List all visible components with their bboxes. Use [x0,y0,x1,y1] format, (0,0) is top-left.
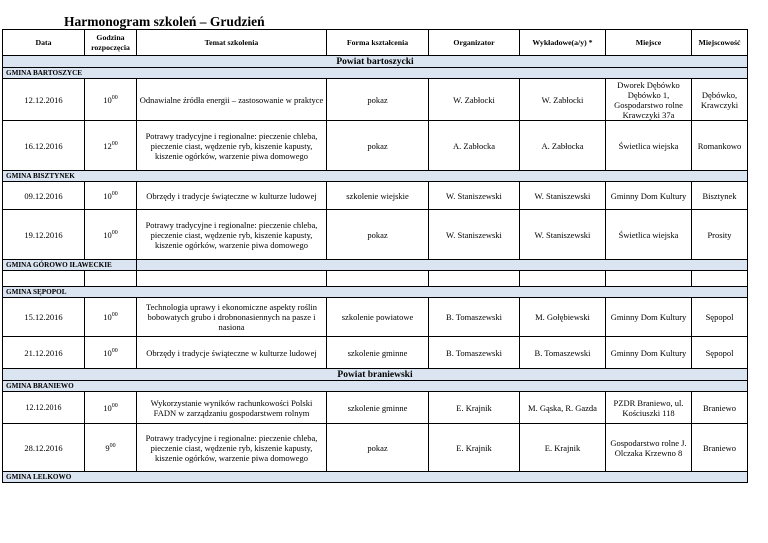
gmina-label: GMINA BRANIEWO [3,381,748,392]
table-row [3,79,748,121]
form-cell: szkolenie gminne [327,392,429,424]
header-place: Miejsce [606,30,692,56]
locality-cell: Braniewo [692,392,748,424]
place-cell: Gminny Dom Kultury [606,337,692,369]
locality-cell: Sępopol [692,337,748,369]
lecturer-cell: B. Tomaszewski [520,337,606,369]
lecturer-cell: M. Gąska, R. Gazda [520,392,606,424]
organizer-cell: A. Zabłocka [429,121,520,171]
date-cell: 12.12.2016 [3,79,85,121]
header-locality: Miejscowość [692,30,748,56]
header-topic: Temat szkolenia [137,30,327,56]
form-cell: pokaz [327,424,429,472]
date-cell: 16.12.2016 [3,121,85,171]
place-cell: Gminny Dom Kultury [606,298,692,337]
hour-value: 10 [103,402,112,413]
header-date: Data [3,30,85,56]
date-cell: 12.12.2016 [3,392,85,424]
form-cell: pokaz [327,121,429,171]
hour-cell [85,182,137,210]
gmina-label: GMINA LELKOWO [3,472,748,483]
form-cell: pokaz [327,210,429,260]
minute-value: 00 [111,312,118,319]
topic-cell: Obrzędy i tradycje świąteczne w kulturze ludowej [137,337,327,369]
minute-value: 00 [111,94,118,101]
organizer-cell: B. Tomaszewski [429,298,520,337]
hour-cell [85,337,137,369]
organizer-cell: W. Staniszewski [429,182,520,210]
document-title: Harmonogram szkoleń – Grudzień [64,14,265,29]
gmina-row [3,171,748,182]
table-row [3,392,748,424]
minute-value: 00 [111,229,118,236]
hour-value: 10 [103,312,112,322]
form-cell: pokaz [327,79,429,121]
gmina-label: GMINA GÓROWO IŁAWECKIE [3,260,137,271]
table-header-row [3,30,748,56]
date-cell: 09.12.2016 [3,182,85,210]
gmina-row [3,68,748,79]
place-cell: Gospodarstwo rolne J. Olczaka Krzewno 8 [606,424,692,472]
minute-value: 00 [111,347,118,354]
locality-cell: Bisztynek [692,182,748,210]
header-form: Forma kształcenia [327,30,429,56]
date-cell: 21.12.2016 [3,337,85,369]
header-lecturer: Wykładowe(a/y) * [520,30,606,56]
topic-cell: Technologia uprawy i ekonomiczne aspekty roślin bobowatych grubo i drobnonasiennych na pasze i nasiona [137,298,327,337]
table-row [3,182,748,210]
topic-cell: Odnawialne źródła energii – zastosowanie w praktyce [137,79,327,121]
empty-row [3,271,748,287]
powiat-label: Powiat bartoszycki [3,56,748,68]
locality-cell: Dębówko, Krawczyki [692,79,748,121]
organizer-cell: W. Staniszewski [429,210,520,260]
organizer-cell: W. Zabłocki [429,79,520,121]
lecturer-cell: E. Krajnik [520,424,606,472]
place-cell: Świetlica wiejska [606,121,692,171]
hour-value: 9 [105,442,110,453]
lecturer-cell: A. Zabłocka [520,121,606,171]
schedule-table [2,29,748,483]
table-row [3,121,748,171]
powiat-row [3,56,748,68]
topic-cell: Potrawy tradycyjne i regionalne: pieczenie chleba, pieczenie ciast, wędzenie ryb, kiszenie kapusty, kiszenie ogórków, warzenie piwa domowego [137,210,327,260]
hour-cell [85,424,137,472]
locality-cell: Braniewo [692,424,748,472]
organizer-cell: E. Krajnik [429,424,520,472]
hour-cell [85,392,137,424]
gmina-row [3,260,748,271]
minute-value: 00 [111,140,118,147]
table-row [3,298,748,337]
lecturer-cell: W. Staniszewski [520,182,606,210]
table-row [3,210,748,260]
hour-value: 10 [103,229,112,240]
powiat-label: Powiat braniewski [3,369,748,381]
topic-cell: Potrawy tradycyjne i regionalne: pieczenie chleba, pieczenie ciast, wędzenie ryb, kiszenie kapusty, kiszenie ogórków, warzenie piwa domowego [137,121,327,171]
organizer-cell: B. Tomaszewski [429,337,520,369]
place-cell: Świetlica wiejska [606,210,692,260]
date-cell: 28.12.2016 [3,424,85,472]
lecturer-cell: W. Zabłocki [520,79,606,121]
table-row [3,424,748,472]
header-organizer: Organizator [429,30,520,56]
hour-cell [85,210,137,260]
topic-cell: Potrawy tradycyjne i regionalne: pieczenie chleba, pieczenie ciast, wędzenie ryb, kiszenie kapusty, kiszenie ogórków, warzenie piwa domowego [137,424,327,472]
hour-value: 10 [103,94,112,105]
place-cell: PZDR Braniewo, ul. Kościuszki 118 [606,392,692,424]
gmina-label: GMINA BARTOSZYCE [3,68,748,79]
gmina-label: GMINA SĘPOPOL [3,287,748,298]
gmina-row [3,472,748,483]
locality-cell: Prosity [692,210,748,260]
form-cell: szkolenie wiejskie [327,182,429,210]
powiat-row [3,369,748,381]
date-cell: 15.12.2016 [3,298,85,337]
hour-cell [85,79,137,121]
date-cell: 19.12.2016 [3,210,85,260]
minute-value: 00 [111,402,118,409]
gmina-label: GMINA BISZTYNEK [3,171,748,182]
topic-cell: Obrzędy i tradycje świąteczne w kulturze ludowej [137,182,327,210]
hour-value: 10 [103,347,112,358]
gmina-row [3,381,748,392]
locality-cell: Sępopol [692,298,748,337]
hour-cell [85,121,137,171]
header-hour: Godzina rozpoczęcia [85,30,137,56]
form-cell: szkolenie gminne [327,337,429,369]
table-row [3,337,748,369]
hour-cell [85,298,137,337]
form-cell: szkolenie powiatowe [327,298,429,337]
minute-value: 00 [111,190,118,197]
gmina-row-filler [137,260,748,271]
lecturer-cell: M. Gołębiewski [520,298,606,337]
minute-value: 00 [109,442,116,449]
place-cell: Gminny Dom Kultury [606,182,692,210]
hour-value: 10 [103,190,112,201]
locality-cell: Romankowo [692,121,748,171]
lecturer-cell: W. Staniszewski [520,210,606,260]
gmina-row [3,287,748,298]
place-cell: Dworek Dębówko Dębówko 1, Gospodarstwo rolne Krawczyki 37a [606,79,692,121]
organizer-cell: E. Krajnik [429,392,520,424]
hour-value: 12 [103,140,112,151]
topic-cell: Wykorzystanie wyników rachunkowości Polski FADN w zarządzaniu gospodarstwem rolnym [137,392,327,424]
